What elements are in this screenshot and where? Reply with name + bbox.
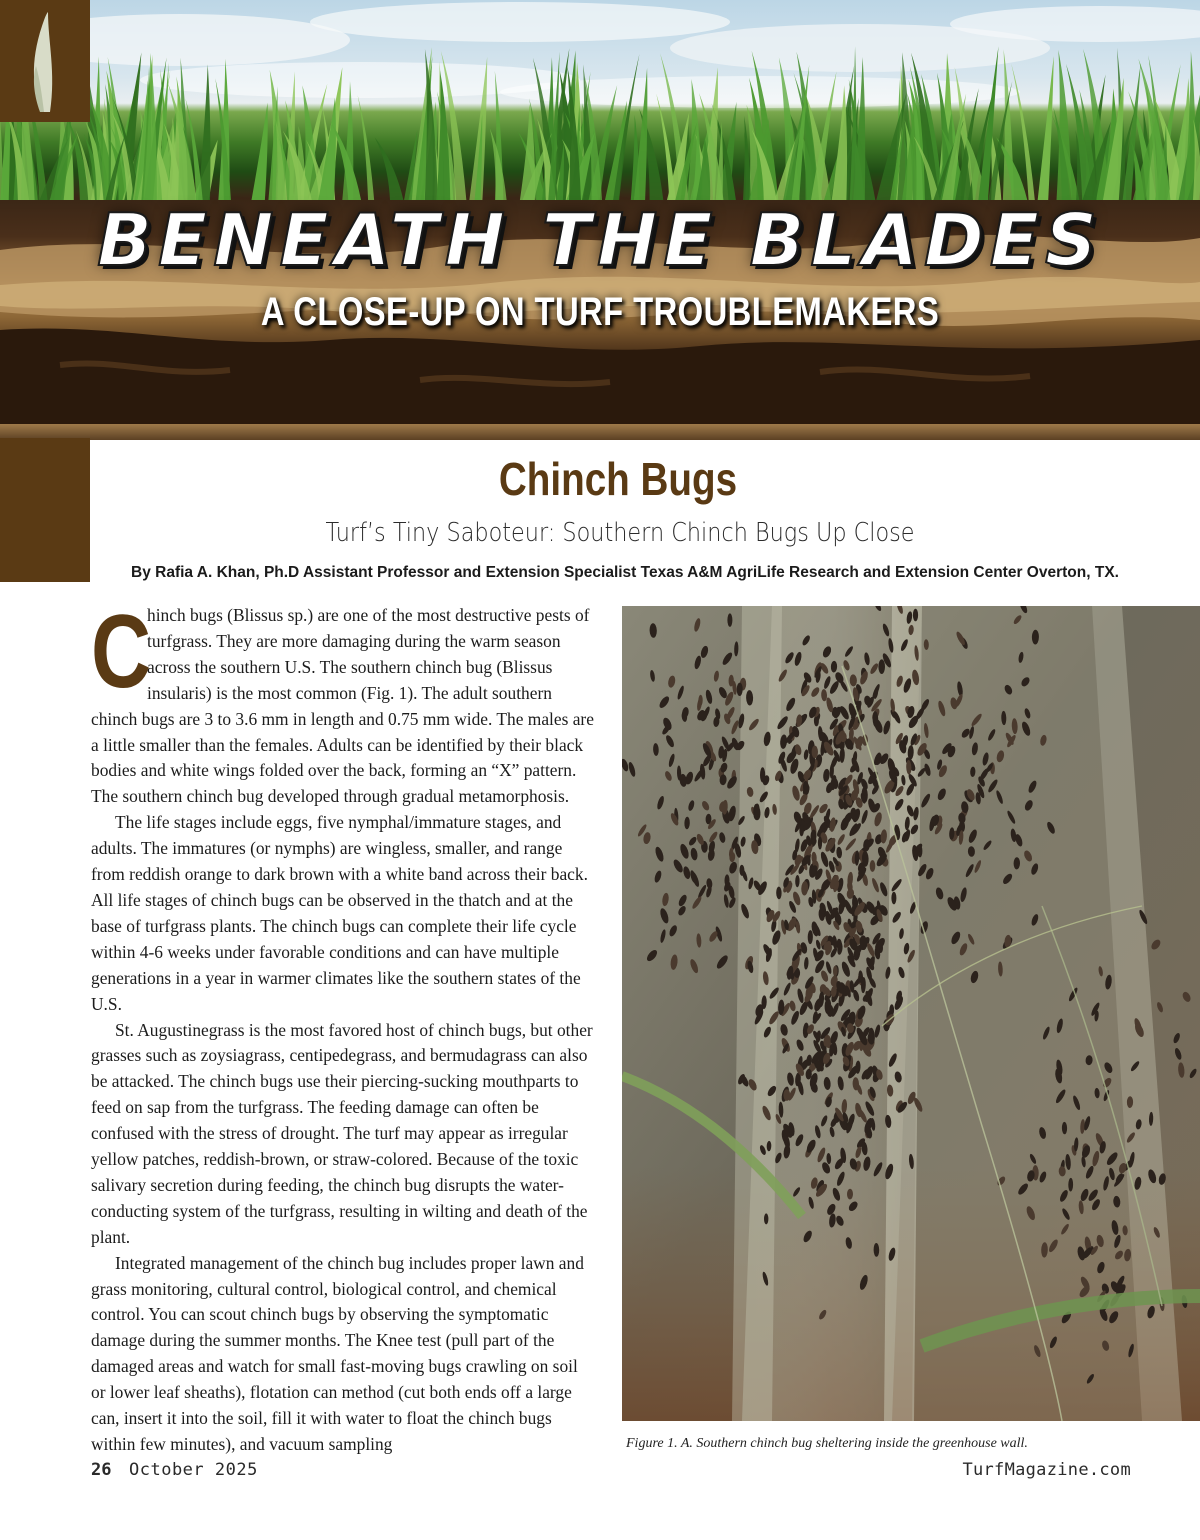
banner-subtitle: A CLOSE-UP ON TURF TROUBLEMAKERS <box>260 290 940 334</box>
site-url: TurfMagazine.com <box>962 1460 1131 1480</box>
grass-blades <box>0 40 1200 200</box>
article-deck: Turf’s Tiny Saboteur: Southern Chinch Bugs Up Close <box>325 518 915 548</box>
chinch-bug-photo <box>622 606 1200 1421</box>
paragraph-1: C hinch bugs (Blissus sp.) are one of the most destructive pests of turfgrass. They are more damaging during the warm season across the southern U.S. The southern chinch bug (Blissus insularis) is the most common (Fig. 1). The adult southern chinch bugs are 3 to 3.6 mm in length and 0.75 mm wide. The males are a little smaller than the females. Adults can be identified by their black bodies and white wings folded over the back, forming an “X” pattern. The southern chinch bug developed through gradual metamorphosis. <box>91 594 594 807</box>
article-body <box>91 594 596 1458</box>
banner-title: BENEATH THE BLADES <box>97 198 1103 282</box>
drop-cap: C <box>91 594 152 710</box>
byline: By Rafia A. Khan, Ph.D Assistant Professor and Extension Specialist Texas A&M AgriLife Research and Extension Center Overton, TX. <box>131 564 1119 581</box>
paragraph-4: Integrated management of the chinch bug includes proper lawn and grass monitoring, cultural control, biological control, and chemical control. You can scout chinch bugs by observing the symptomatic damage during the summer months. The Knee test (pull part of the damaged areas and watch for small fast-moving bugs crawling on soil or lower leaf sheaths), flotation can method (cut both ends off a large can, insert it into the soil, fill it with water to float the chinch bugs within few minutes), and vacuum sampling <box>91 1252 584 1454</box>
figure-photo <box>622 606 1200 1421</box>
figure-caption: Figure 1. A. Southern chinch bug sheltering inside the greenhouse wall. <box>626 1436 1028 1451</box>
banner-bottom-rule <box>0 424 1200 440</box>
paragraph-2: The life stages include eggs, five nymphal/immature stages, and adults. The immatures (or nymphs) are wingless, smaller, and range from reddish orange to dark brown with a white band across their back. All life stages of chinch bugs can be observed in the thatch and at the base of turfgrass plants. The chinch bugs can complete their life cycle within 4-6 weeks under favorable conditions and can have multiple generations in a year in warmer climates like the southern states of the U.S. <box>91 812 588 1014</box>
page-footer <box>91 1460 1131 1484</box>
article-title: Chinch Bugs <box>498 453 738 505</box>
section-tab-top <box>0 0 90 122</box>
grass-blade-icon <box>26 12 62 112</box>
hero-banner <box>0 0 1200 430</box>
page-number: 26 <box>91 1460 112 1480</box>
paragraph-3: St. Augustinegrass is the most favored host of chinch bugs, but other grasses such as zoysiagrass, centipedegrass, and bermudagrass can also be attacked. The chinch bugs use their piercing-sucking mouthparts to feed on sap from the turfgrass. The feeding damage can often be confused with the stress of drought. The turf may appear as irregular yellow patches, reddish-brown, or straw-colored. Because of the toxic salivary secretion during feeding, the chinch bug disrupts the water-conducting system of the turfgrass, resulting in wilting and death of the plant. <box>91 1019 593 1247</box>
issue-date: October 2025 <box>129 1460 258 1480</box>
section-tab-middle <box>0 438 90 582</box>
